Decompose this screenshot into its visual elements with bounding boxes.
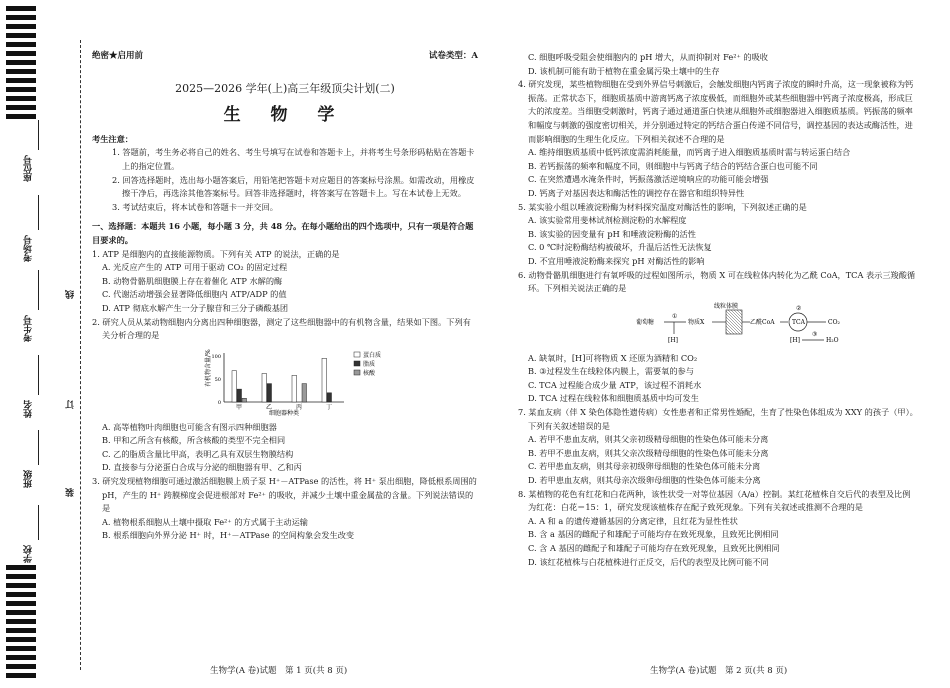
- q6-option-b: B. ③过程发生在线粒体内膜上，需要氧的参与: [528, 366, 694, 377]
- acetyl-coa-label: 乙酰CoA: [750, 318, 775, 326]
- q7-option-b: B. 若甲不患血友病，则其父亲次级精母细胞的性染色体可能未分离: [528, 447, 769, 458]
- x-tick-label: 丁: [325, 403, 333, 411]
- chart-svg: [202, 347, 462, 417]
- school-line: [38, 505, 39, 540]
- q5-option-c: C. 0 ℃时淀粉酶结构被破坏，升温后活性无法恢复: [528, 242, 712, 253]
- glucose-label: 葡萄糖: [636, 318, 655, 326]
- tca-label: TCA: [792, 318, 805, 326]
- question-5: 5. 某实验小组以唾液淀粉酶为材料探究温度对酶活性的影响，下列叙述正确的是: [518, 201, 807, 212]
- y-tick-label: 100: [211, 353, 221, 360]
- h2o-label: H₂O: [826, 336, 839, 344]
- q5-option-b: B. 该实验的因变量有 pH 和唾液淀粉酶的活性: [528, 228, 696, 239]
- note-item: 3. 考试结束后，将本试卷和答题卡一并交回。: [112, 201, 278, 212]
- step-3-label: ③: [812, 330, 818, 338]
- mito-label: 线粒体膜: [714, 302, 739, 310]
- notes-heading: 考生注意：: [92, 133, 133, 144]
- x-tick-label: 甲: [235, 403, 243, 411]
- question-8: 8. 某植物的花色有红花和白花两种，该性状受一对等位基因（A/a）控制。某红花植株自交后代的表型及比例为红花：白花＝15：1，研究发现该植株存在配子致死现象。下列有关叙述或推测不合理的是: [518, 488, 911, 513]
- q7-option-c: C. 若甲患血友病，则其母亲初级卵母细胞的性染色体可能未分离: [528, 461, 761, 472]
- q2-option-b: B. 甲和乙所含有核酸，所含核酸的类型不完全相同: [102, 435, 286, 446]
- exam-title: 2025—2026 学年(上)高三年级顶尖计划(二): [175, 81, 395, 95]
- footer-page-2: 生物学(A 卷)试题 第 2 页(共 8 页): [650, 666, 788, 676]
- question-3: 3. 研究发现植物细胞可通过激活细胞膜上质子泵 H⁺－ATPase 的活性，将 H⁺ 泵出细胞，降低根系周围的 pH，产生的 H⁺ 跨膜梯度会促进根部对 Fe²⁺ 的吸收，并减少土壤中重金属盐的含量。下列说法错误的是: [92, 476, 477, 514]
- footer-page-1: 生物学(A 卷)试题 第 1 页(共 8 页): [210, 666, 348, 676]
- candidate-number-line: [38, 270, 39, 310]
- legend-swatch: [354, 352, 360, 357]
- question-7: 7. 某血友病（伴 X 染色体隐性遗传病）女性患者和正常男性婚配，生育了性染色体组成为 XXY 的孩子（甲）。下列有关叙述错误的是: [518, 407, 918, 431]
- q2-option-d: D. 直接参与分泌蛋白合成与分泌的细胞器有甲、乙和丙: [102, 462, 302, 473]
- binding-mark-ding: 订: [66, 400, 76, 409]
- h-label-2: [H]: [790, 336, 800, 344]
- legend-swatch: [354, 361, 360, 366]
- q5-option-a: A. 该实验常用斐林试剂检测淀粉的水解程度: [528, 215, 687, 226]
- page-header: [92, 50, 478, 64]
- x-tick-label: 丙: [295, 403, 303, 411]
- y-tick-label: 0: [217, 399, 221, 406]
- q4-option-a: A. 维持细胞质基质中低钙浓度需消耗能量，而钙离子进入细胞质基质时需与转运蛋白结合: [528, 147, 851, 158]
- question-1: 1. ATP 是细胞内的直接能源物质。下列有关 ATP 的说法，正确的是: [92, 248, 340, 259]
- exam-room-line: [38, 195, 39, 230]
- question-6: 6. 动物骨骼肌细胞进行有氧呼吸的过程如图所示，物质 X 可在线粒体内转化为乙酰 CoA，TCA 表示三羧酸循环。下列相关说法正确的是: [518, 269, 916, 294]
- step-2-label: ②: [796, 304, 802, 312]
- q7-option-d: D. 若甲患血友病，则其母亲次级卵母细胞的性染色体可能未分离: [528, 475, 761, 486]
- legend-label: 核酸: [363, 369, 376, 377]
- stripe-block-bottom: [6, 565, 36, 682]
- q8-option-c: C. 含 A 基因的雌配子和雄配子可能均存在致死现象，且致死比例相同: [528, 543, 780, 553]
- stripe-block-top: [6, 6, 36, 123]
- paper-type-label: 试卷类型：A: [428, 51, 478, 61]
- class-line: [38, 430, 39, 465]
- subject-title: 生 物 学: [223, 105, 347, 126]
- confidential-label: 绝密★启用前: [92, 51, 144, 61]
- name-label: 姓名: [24, 400, 34, 418]
- bar-蛋白质: [322, 358, 327, 402]
- q3-option-b: B. 根系细胞向外界分泌 H⁺ 时，H⁺－ATPase 的空间构象会发生改变: [102, 530, 355, 541]
- note-item: 1. 答题前，考生务必将自己的姓名、考生号填写在试卷和答题卡上，并将考生号条形码粘贴在答题卡上的指定位置。: [112, 147, 475, 171]
- bar-脂质: [237, 389, 242, 402]
- left-page: [92, 50, 478, 543]
- binding-mark-line: 线: [66, 290, 76, 299]
- mito-membrane: [726, 310, 742, 334]
- q1-option-a: A. 光反应产生的 ATP 可用于驱动 CO₂ 的固定过程: [102, 262, 288, 273]
- substance-x-label: 物质X: [688, 318, 705, 326]
- bar-脂质: [327, 392, 332, 401]
- section-heading: 一、选择题：本题共 16 小题，每小题 3 分，共 48 分。在每小题给出的四个选项中，只有一项是符合题目要求的。: [92, 221, 474, 245]
- organelle-bar-chart: [202, 347, 478, 417]
- candidate-number-label: 考生号: [24, 315, 34, 342]
- binding-mark-zhuang: 装: [66, 488, 76, 497]
- q2-option-c: C. 乙的脂质含量比甲高，表明乙具有双层生物膜结构: [102, 448, 294, 459]
- chart-ylabel: 有机物含量/%: [205, 348, 212, 387]
- q4-option-b: B. 若钙振荡的频率和幅度不同，则细胞中与钙离子结合的钙结合蛋白也可能不同: [528, 160, 818, 171]
- h-label-1: [H]: [668, 336, 678, 344]
- q8-option-a: A. A 和 a 的遗传遵循基因的分离定律，且红花为显性性状: [528, 515, 738, 526]
- right-page: [518, 51, 918, 569]
- respiration-pathway-diagram: [628, 300, 918, 348]
- q3-option-d: D. 该机制可能有助于植物在重金属污染土壤中的生存: [528, 65, 720, 76]
- q2-option-a: A. 高等植物叶肉细胞也可能含有图示四种细胞器: [102, 421, 277, 432]
- q8-option-b: B. 含 a 基因的雌配子和雄配子可能均存在致死现象，且致死比例相同: [528, 529, 779, 540]
- q7-option-a: A. 若甲不患血友病，则其父亲初级精母细胞的性染色体可能未分离: [528, 434, 769, 445]
- bar-蛋白质: [232, 370, 237, 401]
- question-4: 4. 研究发现，某些植物细胞在受到外界信号刺激后，会触发细胞内钙离子浓度的瞬时升高，这一现象被称为钙振荡。正常状态下，细胞质基质中游离钙离子浓度极低，而细胞外或某些细胞器中钙离子浓度极高，形成巨大的浓度差。当细胞受刺激时，钙离子通过通道蛋白快速从细胞外或细胞器进入细胞质基质。钙振荡的频率和幅度与刺激的强度密切相关，并分别通过特定的钙结合蛋白传递不同信号，调控基因的表达或酶活性，进而影响细胞的生理生化反应。下列相关叙述不合理的是: [518, 79, 914, 144]
- q1-option-c: C. 代谢活动增强会显著降低细胞内 ATP/ADP 的值: [102, 289, 287, 300]
- bar-核酸: [302, 383, 307, 401]
- legend-label: 蛋白质: [363, 351, 382, 359]
- q6-option-c: C. TCA 过程能合成少量 ATP，该过程不消耗水: [528, 379, 702, 390]
- q6-option-d: D. TCA 过程在线粒体和细胞质基质中均可发生: [528, 393, 699, 404]
- exam-room-label: 考场号: [24, 235, 34, 262]
- legend-label: 脂质: [363, 360, 376, 368]
- x-tick-label: 乙: [265, 403, 273, 411]
- legend-swatch: [354, 370, 360, 375]
- note-item: 2. 回答选择题时，选出每小题答案后，用铅笔把答题卡对应题目的答案标号涂黑。如需改动，用橡皮擦干净后，再选涂其他答案标号。回答非选择题时，将答案写在答题卡上。写在本试卷上无效。: [112, 174, 475, 199]
- q5-option-d: D. 不宜用唾液淀粉酶来探究 pH 对酶活性的影响: [528, 255, 705, 266]
- q3-option-a: A. 植物根系细胞从土壤中摄取 Fe²⁺ 的方式属于主动运输: [102, 516, 308, 527]
- name-line: [38, 355, 39, 395]
- school-label: 学校: [24, 545, 34, 563]
- q3-option-c: C. 细胞呼吸受阻会使细胞内的 pH 增大，从而抑制对 Fe²⁺ 的吸收: [528, 52, 768, 62]
- bar-蛋白质: [292, 375, 297, 402]
- q6-option-a: A. 缺氧时，[H]可将物质 X 还原为酒精和 CO₂: [528, 352, 698, 363]
- q4-option-d: D. 钙离子对基因表达和酶活性的调控存在器官和组织特异性: [528, 187, 745, 198]
- q4-option-c: C. 在突然遭遇水淹条件时，钙振荡激活逆境响应的功能可能会增强: [528, 174, 769, 185]
- co2-label: CO₂: [828, 318, 840, 326]
- y-tick-label: 50: [214, 376, 221, 383]
- q1-option-b: B. 动物骨骼肌细胞膜上存在着催化 ATP 水解的酶: [102, 275, 283, 286]
- chart-xlabel: 细胞器种类: [268, 409, 300, 417]
- binding-cut-line: [80, 40, 81, 670]
- step-1-label: ①: [672, 312, 678, 320]
- seat-number-label: 座位号: [24, 155, 34, 182]
- question-2: 2. 研究人员从某动物细胞内分离出四种细胞器，测定了这些细胞器中的有机物含量，结果如下图。下列有关分析合理的是: [92, 316, 471, 341]
- class-label: 班级: [24, 470, 34, 488]
- bar-脂质: [267, 383, 272, 401]
- bar-核酸: [242, 398, 247, 402]
- q8-option-d: D. 该红花植株与白花植株进行正反交，后代的表型及比例可能不同: [528, 556, 769, 567]
- bar-蛋白质: [262, 373, 267, 402]
- seat-number-line: [38, 120, 39, 150]
- pathway-svg: [628, 300, 888, 348]
- q1-option-d: D. ATP 彻底水解产生一分子腺苷和三分子磷酸基团: [102, 302, 289, 313]
